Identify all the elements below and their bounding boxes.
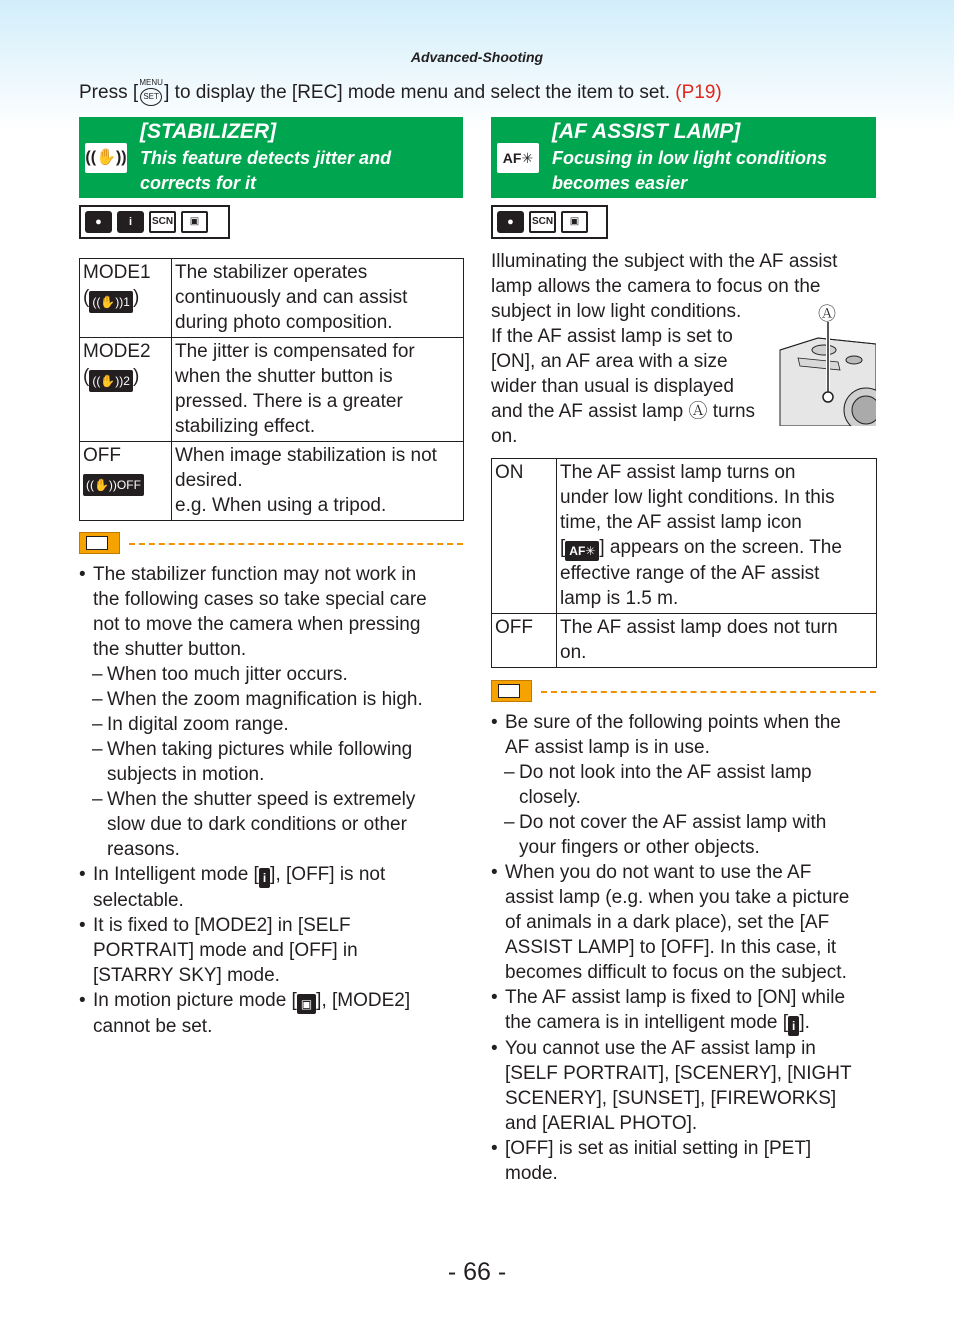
- note-line: • When you do not want to use the AF: [505, 862, 812, 883]
- desc-line: The AF assist lamp turns on: [560, 462, 796, 483]
- note-line: slow due to dark conditions or other: [107, 814, 407, 835]
- stabilizer-subtitle: [140, 146, 391, 196]
- header-band: [0, 0, 954, 130]
- desc-line: lamp allows the camera to focus on the: [491, 276, 821, 297]
- table-row: [80, 442, 464, 521]
- af-assist-title: [AF ASSIST LAMP]: [552, 120, 741, 143]
- intelligent-mode-icon: i: [259, 868, 270, 888]
- intro-after: ] to display the [REC] mode menu and select the item to set.: [164, 82, 670, 103]
- note-line: – Do not cover the AF assist lamp with: [519, 812, 827, 833]
- menu-label: MENU: [139, 78, 163, 87]
- motion-picture-icon: ▣: [297, 994, 316, 1014]
- desc-line: on.: [560, 642, 587, 663]
- stabilizer-subtitle-line: corrects for it: [140, 173, 257, 193]
- note-line: • The AF assist lamp is fixed to [ON] while: [505, 987, 846, 1008]
- list-item: [79, 988, 463, 1039]
- note-text: ], [OFF] is not: [270, 864, 386, 885]
- mode-name-cell: [80, 259, 172, 338]
- mode-name: MODE2: [83, 341, 151, 362]
- stabilizer-subtitle-line: This feature detects jitter and: [140, 148, 392, 168]
- stabilizer-banner: [79, 117, 463, 198]
- callout-label: Ⓐ: [818, 304, 836, 324]
- off-stabilizer-icon: ((✋))OFF: [83, 474, 144, 496]
- note-line: assist lamp (e.g. when you take a picture: [505, 887, 850, 908]
- setting-desc-cell: The AF assist lamp turns on under low light conditions. In this time, the AF assist lamp icon [ AF✳ ] appears on the screen. The effective range of the AF assist lamp is 1.5 m.: [557, 459, 877, 614]
- stabilizer-table: [79, 258, 464, 521]
- page-number: - 66 -: [447, 1258, 507, 1286]
- af-assist-icon: AF✳: [497, 143, 539, 173]
- desc-line: e.g. When using a tripod.: [175, 495, 387, 516]
- list-item: [491, 710, 877, 760]
- note-line: – In digital zoom range.: [107, 714, 289, 735]
- note-line: closely.: [519, 787, 581, 808]
- table-row: [492, 459, 877, 614]
- desc-line: Illuminating the subject with the AF assist: [491, 251, 838, 272]
- setting-desc-cell: [557, 614, 877, 668]
- note-line: • It is fixed to [MODE2] in [SELF: [93, 915, 351, 936]
- note-line: and [AERIAL PHOTO].: [505, 1113, 698, 1134]
- note-line: the following cases so take special care: [93, 589, 427, 610]
- list-item: [79, 913, 463, 988]
- desc-text: ] appears on the screen. The: [599, 537, 842, 558]
- table-row: [492, 614, 877, 668]
- note-line: the shutter button.: [93, 639, 247, 660]
- note-line: PORTRAIT] mode and [OFF] in: [93, 940, 358, 961]
- desc-line: and the AF assist lamp Ⓐ turns: [491, 401, 756, 422]
- note-line: ASSIST LAMP] to [OFF]. In this case, it: [505, 937, 837, 958]
- note-line: not to move the camera when pressing: [93, 614, 421, 635]
- note-text: In Intelligent mode [: [93, 864, 259, 885]
- setting-name-cell: ON: [492, 459, 557, 614]
- af-subtitle-line: Focusing in low light conditions: [552, 148, 827, 168]
- mode-name: OFF: [83, 445, 121, 466]
- note-line: • You cannot use the AF assist lamp in: [505, 1038, 816, 1059]
- mode-desc-cell: [172, 338, 464, 442]
- mode-desc-cell: [172, 442, 464, 521]
- intro-line: [79, 80, 722, 104]
- list-item: [79, 562, 463, 662]
- note-line: • [OFF] is set as initial setting in [PET]: [505, 1138, 812, 1159]
- intelligent-mode-icon: i: [788, 1016, 799, 1036]
- note-line: your fingers or other objects.: [519, 837, 760, 858]
- intro-before: Press [: [79, 82, 139, 103]
- table-row: [80, 338, 464, 442]
- note-line: subjects in motion.: [107, 764, 265, 785]
- mode-desc-cell: [172, 259, 464, 338]
- note-line: mode.: [505, 1163, 558, 1184]
- note-line: • The stabilizer function may not work in: [93, 564, 417, 585]
- table-row: [80, 259, 464, 338]
- note-line: [STARRY SKY] mode.: [93, 965, 280, 986]
- desc-line: When image stabilization is not: [175, 445, 437, 466]
- intelligent-mode-icon: i: [117, 211, 144, 233]
- stabilizer-title: [STABILIZER]: [140, 120, 277, 143]
- list-item: [491, 810, 877, 860]
- desc-line: effective range of the AF assist: [560, 563, 820, 584]
- setting-name-cell: OFF: [492, 614, 557, 668]
- note-line: becomes difficult to focus on the subject.: [505, 962, 847, 983]
- note-book-icon: [79, 532, 120, 554]
- desc-line: during photo composition.: [175, 312, 393, 333]
- af-assist-lamp-icon: AF✳: [565, 541, 599, 561]
- note-divider: [79, 532, 463, 556]
- desc-line: on.: [491, 426, 518, 447]
- mode1-stabilizer-icon: ((✋))1: [89, 291, 133, 313]
- list-item: [79, 787, 463, 862]
- paren: (: [83, 366, 90, 387]
- desc-line: The jitter is compensated for: [175, 341, 415, 362]
- note-line: AF assist lamp is in use.: [505, 737, 710, 758]
- af-mode-icons: [491, 205, 608, 239]
- desc-line: under low light conditions. In this: [560, 487, 835, 508]
- camera-illustration: [778, 300, 876, 426]
- dashed-line: [129, 543, 463, 545]
- paren: (: [83, 287, 90, 308]
- camera-mode-icon: ●: [497, 211, 524, 233]
- desc-line: when the shutter button is: [175, 366, 393, 387]
- desc-line: wider than usual is displayed: [491, 376, 734, 397]
- note-text: the camera is in intelligent mode [: [505, 1012, 789, 1033]
- note-book-icon: [491, 680, 532, 702]
- note-line: – When too much jitter occurs.: [107, 664, 348, 685]
- desc-line: The AF assist lamp does not turn: [560, 617, 838, 638]
- af-assist-banner: [491, 117, 876, 198]
- note-line: SCENERY], [SUNSET], [FIREWORKS]: [505, 1088, 837, 1109]
- page-reference-link[interactable]: (P19): [675, 82, 722, 103]
- scene-mode-icon: SCN: [529, 211, 556, 233]
- list-item: [79, 687, 463, 712]
- af-subtitle-line: becomes easier: [552, 173, 688, 193]
- desc-line: pressed. There is a greater: [175, 391, 403, 412]
- desc-line: The stabilizer operates: [175, 262, 368, 283]
- note-line: – Do not look into the AF assist lamp: [519, 762, 812, 783]
- paren: ): [132, 366, 140, 387]
- note-divider: [491, 680, 876, 704]
- note-line: reasons.: [107, 839, 180, 860]
- note-line: – When the zoom magnification is high.: [107, 689, 423, 710]
- stabilizer-mode-icons: [79, 205, 230, 239]
- desc-line: desired.: [175, 470, 243, 491]
- desc-line: lamp is 1.5 m.: [560, 588, 679, 609]
- scene-mode-icon: SCN: [149, 211, 176, 233]
- dashed-line: [541, 691, 876, 693]
- menu-set-icon: [138, 80, 164, 104]
- paren: ): [132, 287, 140, 308]
- section-header: Advanced-Shooting: [410, 49, 544, 65]
- note-line: – When taking pictures while following: [107, 739, 413, 760]
- mode-name-cell: [80, 338, 172, 442]
- motion-picture-icon: ▣: [561, 211, 588, 233]
- note-text: ], [MODE2]: [316, 990, 411, 1011]
- af-assist-notes: [491, 710, 877, 1186]
- list-item: [79, 712, 463, 737]
- note-line: of animals in a dark place), set the [AF: [505, 912, 830, 933]
- desc-line: If the AF assist lamp is set to: [491, 326, 733, 347]
- set-label: SET: [140, 88, 162, 106]
- list-item: [491, 760, 877, 810]
- af-assist-subtitle: [552, 146, 827, 196]
- note-line: [SELF PORTRAIT], [SCENERY], [NIGHT: [505, 1063, 852, 1084]
- desc-line: [ON], an AF area with a size: [491, 351, 728, 372]
- af-assist-table: [491, 458, 877, 668]
- note-line: cannot be set.: [93, 1016, 213, 1037]
- list-item: [491, 860, 877, 985]
- note-line: – When the shutter speed is extremely: [107, 789, 416, 810]
- list-item: [491, 985, 877, 1036]
- note-text: In motion picture mode [: [93, 990, 297, 1011]
- list-item: [491, 1036, 877, 1136]
- desc-line: stabilizing effect.: [175, 416, 316, 437]
- stabilizer-notes: [79, 562, 463, 1039]
- desc-line: time, the AF assist lamp icon: [560, 512, 802, 533]
- list-item: [79, 662, 463, 687]
- desc-line: continuously and can assist: [175, 287, 408, 308]
- mode-name-cell: [80, 442, 172, 521]
- note-text: ].: [799, 1012, 810, 1033]
- mode-name: MODE1: [83, 262, 151, 283]
- list-item: [491, 1136, 877, 1186]
- stabilizer-icon: ((✋)): [85, 143, 127, 173]
- list-item: [79, 737, 463, 787]
- note-line: • Be sure of the following points when the: [505, 712, 841, 733]
- camera-mode-icon: ●: [85, 211, 112, 233]
- mode2-stabilizer-icon: ((✋))2: [89, 370, 133, 392]
- list-item: [79, 862, 463, 913]
- note-line: selectable.: [93, 890, 184, 911]
- motion-picture-icon: ▣: [181, 211, 208, 233]
- desc-line: subject in low light conditions.: [491, 301, 742, 322]
